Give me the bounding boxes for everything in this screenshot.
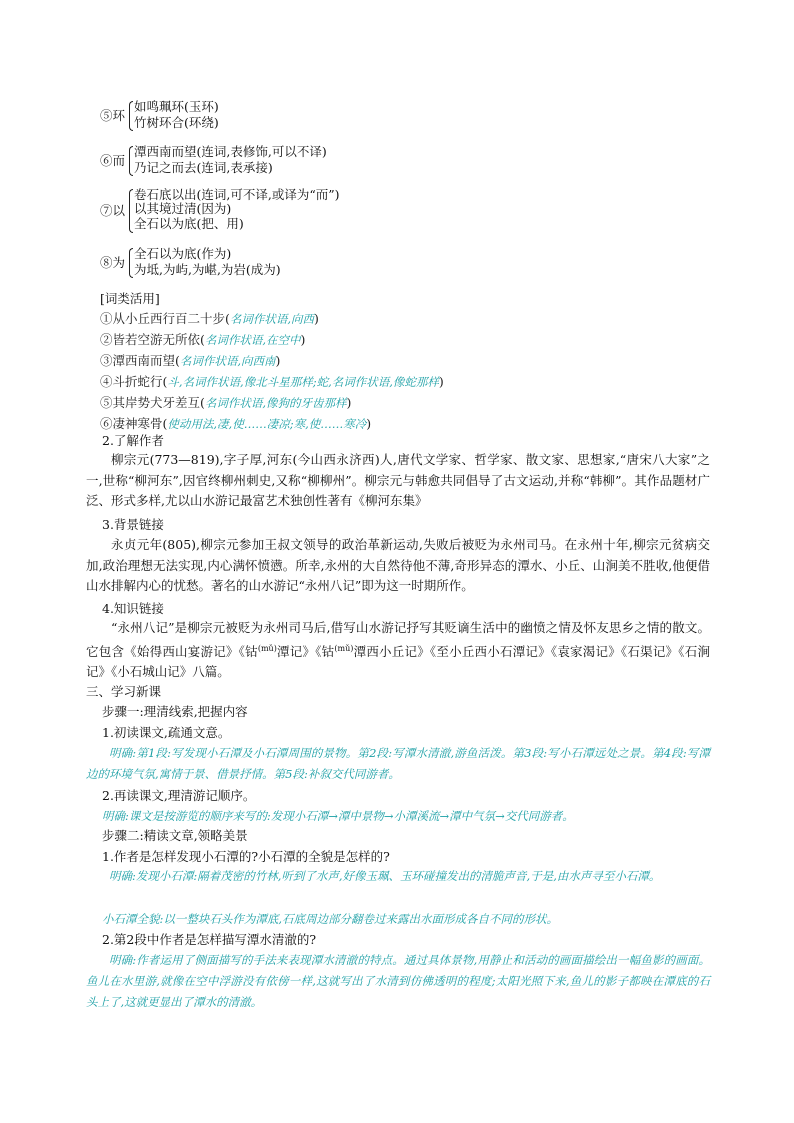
group-item: 竹树环合(环绕)	[134, 115, 219, 130]
group-item: 为坻,为屿,为嵁,为岩(成为)	[134, 262, 281, 277]
example-note: 名词作状语,向西南	[179, 354, 276, 368]
group-item: 卷石底以出(连词,可不译,或译为“而”)	[134, 187, 340, 202]
paren-close: )	[438, 374, 444, 389]
example-note: 名词作状语,在空中	[204, 333, 301, 347]
step-heading: 步骤二:精读文章,领略美景	[102, 828, 248, 843]
example-text: ②皆若空游无所依(	[100, 332, 205, 347]
example-text: ③潭西南而望(	[100, 353, 180, 368]
pinyin-annotation: (mǔ)	[257, 643, 277, 653]
author-paragraph: 柳宗元(773—819),字子厚,河东(今山西永济西)人,唐代文学家、哲学家、散文家、思想家,“唐宋八大家”之一,世称“柳河东”,因官终柳州刺史,又称“柳柳州”。柳宗元与韩愈共同倡导了古文运动,并称“韩柳”。其作品题材广泛、形式多样,尤以山水游记最富艺术独创性著有《柳河东集》	[86, 452, 710, 508]
group-key: ⑦以	[100, 203, 126, 218]
group-key: ⑧为	[100, 255, 126, 270]
brace	[129, 146, 133, 176]
paren-close: )	[366, 416, 372, 431]
knowledge-text: “永州八记”是柳宗元被贬为永州司马后,借写山水游记抒写其贬谪生活中的幽愤之情及怀友思乡之情的散文。它包含《始得西山宴游记》《钴	[86, 620, 710, 659]
example-note: 使动用法,凄,使……凄凉;寒,使……寒冷	[167, 417, 367, 431]
paren-close: )	[314, 311, 319, 326]
knowledge-paragraph	[86, 618, 710, 683]
list-item	[100, 310, 319, 328]
list-item	[100, 373, 444, 391]
subheading: 3.背景链接	[102, 517, 164, 532]
list-item	[100, 352, 280, 370]
background-paragraph: 永贞元年(805),柳宗元参加王叔文领导的政治革新运动,失败后被贬为永州司马。在永州十年,柳宗元贫病交加,政治理想无法实现,内心满怀愤懑。所幸,永州的大自然待他不薄,奇形异态的潭水、小丘、山涧美不胜收,他便借山水排解内心的忧愁。著名的山水游记“永州八记”即为这一时期所作。	[86, 537, 710, 593]
example-text: ⑤其岸势犬牙差互(	[100, 395, 205, 410]
list-item	[100, 394, 351, 412]
paren-close: )	[346, 395, 352, 410]
section-heading: 三、学习新课	[86, 684, 162, 699]
answer-paragraph: 明确:作者运用了侧面描写的手法来表现潭水清澈的特点。通过具体景物,用静止和活动的画面描绘出一幅鱼影的画面。鱼儿在水里游,就像在空中浮游没有依傍一样,这就写出了水清到仿佛透明的程度;太阳光照下来,鱼儿的影子都映在潭底的石头上了,这就更显出了潭水的清澈。	[86, 953, 710, 1009]
answer-paragraph: 明确:发现小石潭:隔着茂密的竹林,听到了水声,好像玉珮、玉环碰撞发出的清脆声音,于是,由水声寻至小石潭。	[109, 869, 661, 883]
knowledge-text: 潭记》《钴	[276, 643, 335, 659]
group-item: 乃记之而去(连词,表承接)	[134, 160, 273, 175]
answer-line: 小石潭全貌:以一整块石头作为潭底,石底周边部分翻卷过来露出水面形成各自不同的形状。	[102, 912, 559, 926]
group-item: 潭西南而望(连词,表修饰,可以不译)	[134, 144, 327, 159]
step-heading: 步骤一:理清线索,把握内容	[102, 704, 248, 719]
example-text: ④斗折蛇行(	[100, 374, 168, 389]
group-item: 全石以为底(作为)	[134, 246, 232, 261]
answer-paragraph: 明确:第1段:写发现小石潭及小石潭周围的景物。第2段:写潭水清澈,游鱼活泼。第3段:写小石潭远处之景。第4段:写潭边的环境气氛,寓情于景、借景抒情。第5段:补叙交代同游者。	[86, 746, 710, 781]
subheading: 2.了解作者	[102, 433, 164, 448]
question: 2.再读课文,理清游记顺序。	[102, 788, 256, 803]
example-text: ①从小丘西行百二十步(	[100, 311, 230, 326]
brace	[129, 189, 133, 233]
question: 2.第2段中作者是怎样描写潭水清澈的?	[102, 932, 317, 947]
list-item	[100, 331, 305, 349]
group-key: ⑤环	[100, 108, 126, 123]
example-note: 名词作状语,像狗的牙齿那样	[204, 396, 347, 410]
knowledge-text: 潭西小丘记》《至小丘西小石潭记》《袁家渴记》《石渠记》《石涧记》《小石城山记》八篇。	[86, 643, 710, 680]
section-heading: [词类活用]	[100, 291, 160, 306]
question: 1.初读课文,疏通文意。	[102, 725, 231, 740]
group-item: 如鸣珮环(玉环)	[134, 99, 219, 114]
example-note: 斗,名词作状语,像北斗星那样;蛇,名词作状语,像蛇那样	[167, 375, 439, 389]
pinyin-annotation: (mǔ)	[334, 643, 354, 653]
answer-line: 明确:课文是按游览的顺序来写的:发现小石潭→潭中景物→小潭溪流→潭中气氛→交代同游者。	[102, 809, 574, 823]
brace	[129, 101, 133, 131]
group-item: 以其境过清(因为)	[134, 201, 232, 216]
brace	[129, 248, 133, 278]
example-note: 名词作状语,向西	[229, 312, 315, 326]
group-item: 全石以为底(把、用)	[134, 216, 244, 231]
subheading: 4.知识链接	[102, 601, 164, 616]
list-item	[100, 415, 371, 433]
group-key: ⑥而	[100, 153, 126, 168]
paren-close: )	[300, 332, 306, 347]
question: 1.作者是怎样发现小石潭的?小石潭的全貌是怎样的?	[102, 849, 390, 864]
example-text: ⑥凄神寒骨(	[100, 416, 168, 431]
paren-close: )	[275, 353, 281, 368]
